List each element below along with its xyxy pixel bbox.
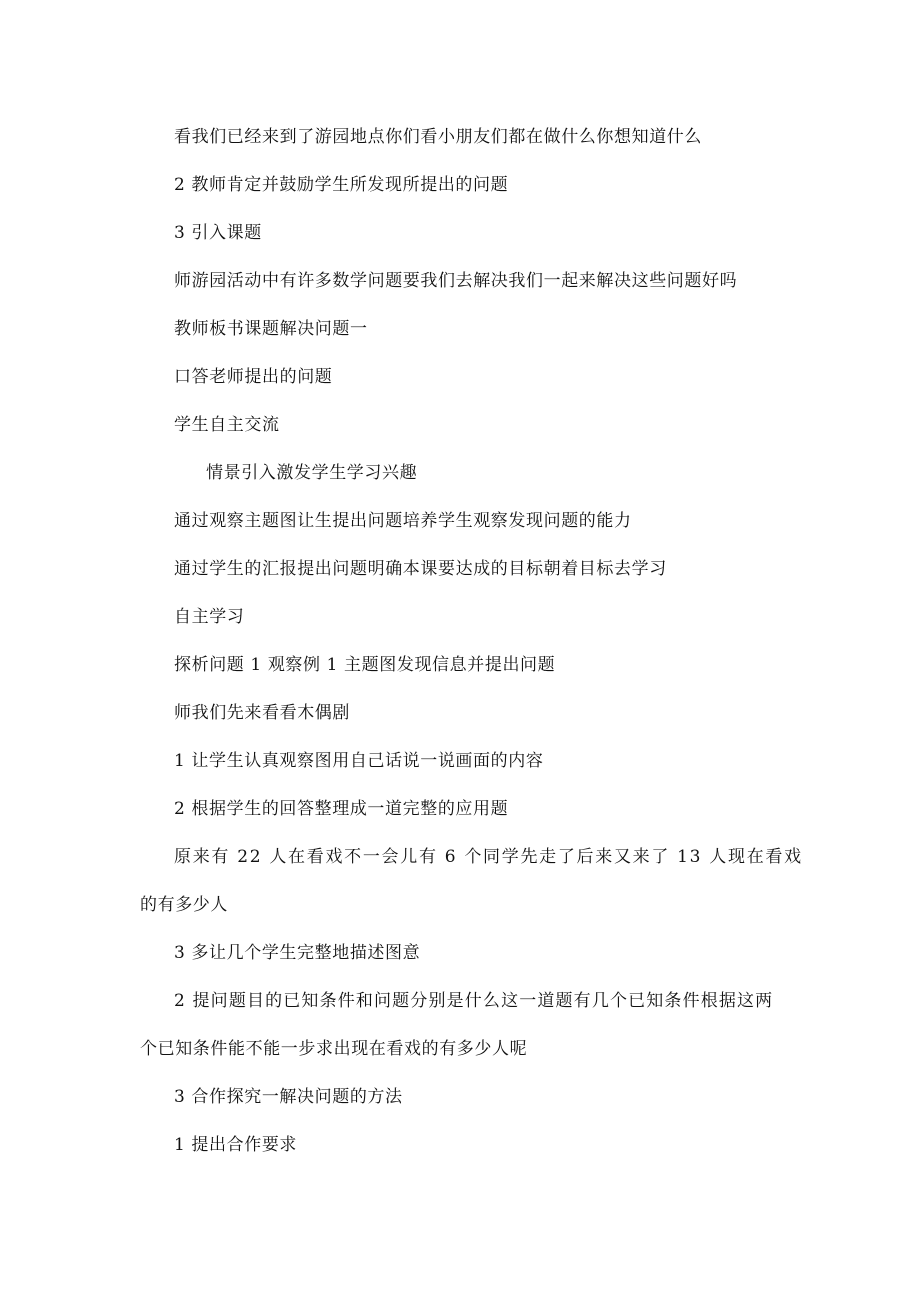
text-line: 教师板书课题解决问题一: [174, 319, 368, 339]
text-line: 看我们已经来到了游园地点你们看小朋友们都在做什么你想知道什么: [174, 127, 702, 147]
text-line: 3 引入课题: [174, 223, 262, 243]
text-line: 的有多少人: [140, 895, 228, 915]
text-line: 口答老师提出的问题: [174, 367, 333, 387]
text-line: 2 根据学生的回答整理成一道完整的应用题: [174, 799, 509, 819]
text-line: 3 多让几个学生完整地描述图意: [174, 943, 421, 963]
text-line: 探析问题 1 观察例 1 主题图发现信息并提出问题: [174, 655, 556, 675]
text-line: 情景引入激发学生学习兴趣: [206, 463, 418, 483]
text-line: 个已知条件能不能一步求出现在看戏的有多少人呢: [140, 1039, 528, 1059]
text-line: 师我们先来看看木偶剧: [174, 703, 350, 723]
text-line: 2 提问题目的已知条件和问题分别是什么这一道题有几个已知条件根据这两: [174, 991, 774, 1011]
text-line: 1 让学生认真观察图用自己话说一说画面的内容: [174, 751, 544, 771]
text-line: 2 教师肯定并鼓励学生所发现所提出的问题: [174, 175, 509, 195]
text-line: 学生自主交流: [174, 415, 280, 435]
text-line: 自主学习: [174, 607, 245, 627]
text-line: 原来有 22 人在看戏不一会儿有 6 个同学先走了后来又来了 13 人现在看戏: [174, 847, 803, 867]
text-line: 师游园活动中有许多数学问题要我们去解决我们一起来解决这些问题好吗: [174, 271, 738, 291]
text-line: 3 合作探究一解决问题的方法: [174, 1087, 403, 1107]
text-line: 1 提出合作要求: [174, 1135, 298, 1155]
text-line: 通过观察主题图让生提出问题培养学生观察发现问题的能力: [174, 511, 632, 531]
text-line: 通过学生的汇报提出问题明确本课要达成的目标朝着目标去学习: [174, 559, 667, 579]
